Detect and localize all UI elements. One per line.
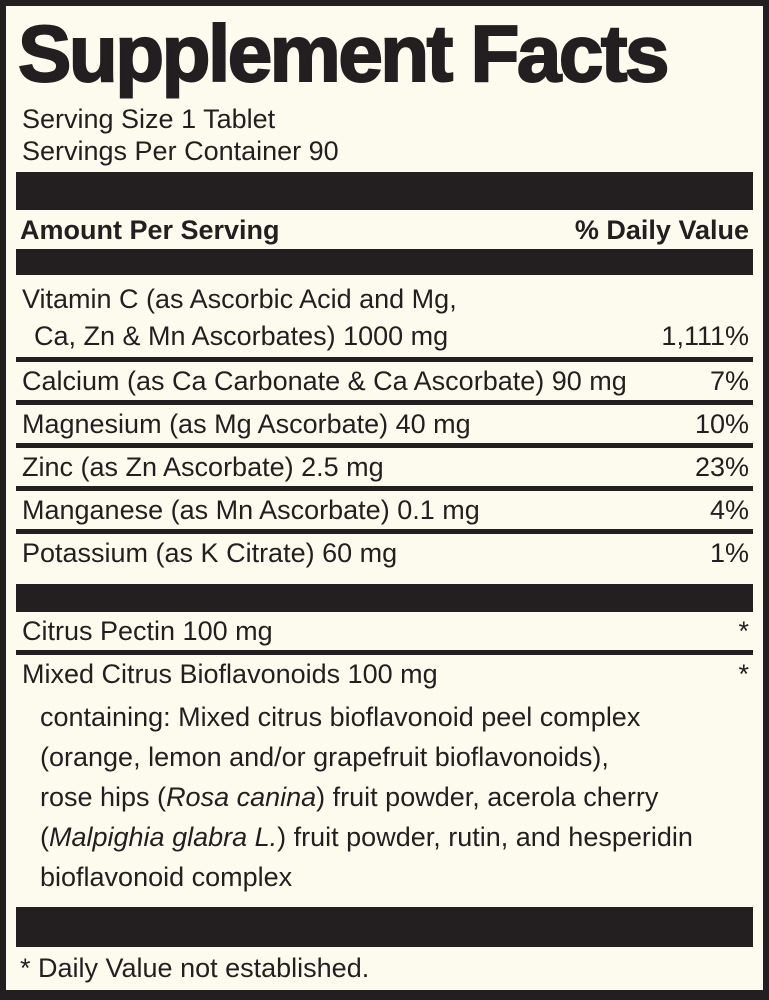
- column-header-daily-value: % Daily Value: [574, 214, 749, 245]
- nutrient-row-calcium: [16, 357, 753, 400]
- daily-value: 7%: [709, 365, 749, 396]
- column-header-amount: Amount Per Serving: [20, 214, 280, 245]
- serving-info: [22, 103, 753, 167]
- divider-bar-middle: [16, 584, 753, 612]
- divider-bar-bottom: [16, 907, 753, 947]
- containing-line: (Malpighia glabra L.) fruit powder, rutin, and hesperidin: [40, 821, 693, 852]
- daily-value: 23%: [694, 451, 749, 482]
- divider-bar-top: [16, 172, 753, 210]
- daily-value: 1,111%: [661, 320, 749, 351]
- nutrient-name: Manganese (as Mn Ascorbate) 0.1 mg: [22, 494, 480, 525]
- nutrient-row-magnesium: [16, 400, 753, 443]
- nutrient-row-vitamin-c: [16, 275, 753, 357]
- daily-value-asterisk: *: [738, 658, 749, 689]
- nutrient-name: Potassium (as K Citrate) 60 mg: [22, 537, 398, 568]
- nutrient-name: Zinc (as Zn Ascorbate) 2.5 mg: [22, 451, 384, 482]
- daily-value: 1%: [709, 537, 749, 568]
- panel-title: Supplement Facts: [18, 9, 668, 98]
- containing-details: [16, 693, 753, 897]
- nutrient-name-line1: Vitamin C (as Ascorbic Acid and Mg,: [22, 283, 457, 314]
- botanical-row-citrus-pectin: [16, 612, 753, 650]
- containing-line: containing: Mixed citrus bioflavonoid peel complex: [40, 701, 641, 732]
- nutrient-name: Calcium (as Ca Carbonate & Ca Ascorbate) 90 mg: [22, 365, 627, 396]
- footnote: * Daily Value not established.: [20, 952, 370, 983]
- botanical-name: Citrus Pectin 100 mg: [22, 615, 273, 646]
- botanical-name: Mixed Citrus Bioflavonoids 100 mg: [22, 658, 438, 689]
- nutrient-name: Magnesium (as Mg Ascorbate) 40 mg: [22, 408, 471, 439]
- nutrient-row-manganese: [16, 486, 753, 529]
- containing-line: rose hips (Rosa canina) fruit powder, acerola cherry: [40, 781, 659, 812]
- serving-size-line: Serving Size 1 Tablet: [22, 103, 276, 134]
- servings-per-container-line: Servings Per Container 90: [22, 135, 339, 166]
- containing-line: bioflavonoid complex: [40, 861, 293, 892]
- botanical-latin-name: Malpighia glabra L.: [49, 821, 278, 852]
- nutrient-row-potassium: [16, 529, 753, 572]
- header-underline-bar: [16, 249, 753, 275]
- containing-line: (orange, lemon and/or grapefruit bioflavonoids),: [40, 741, 609, 772]
- botanical-row-mixed-citrus-bioflavonoids: [16, 650, 753, 693]
- daily-value: 4%: [709, 494, 749, 525]
- daily-value-asterisk: *: [738, 615, 749, 646]
- daily-value: 10%: [694, 408, 749, 439]
- nutrient-row-zinc: [16, 443, 753, 486]
- column-header-row: [16, 210, 753, 249]
- nutrient-name-line2: Ca, Zn & Mn Ascorbates) 1000 mg: [34, 320, 449, 351]
- botanical-latin-name: Rosa canina: [166, 781, 317, 812]
